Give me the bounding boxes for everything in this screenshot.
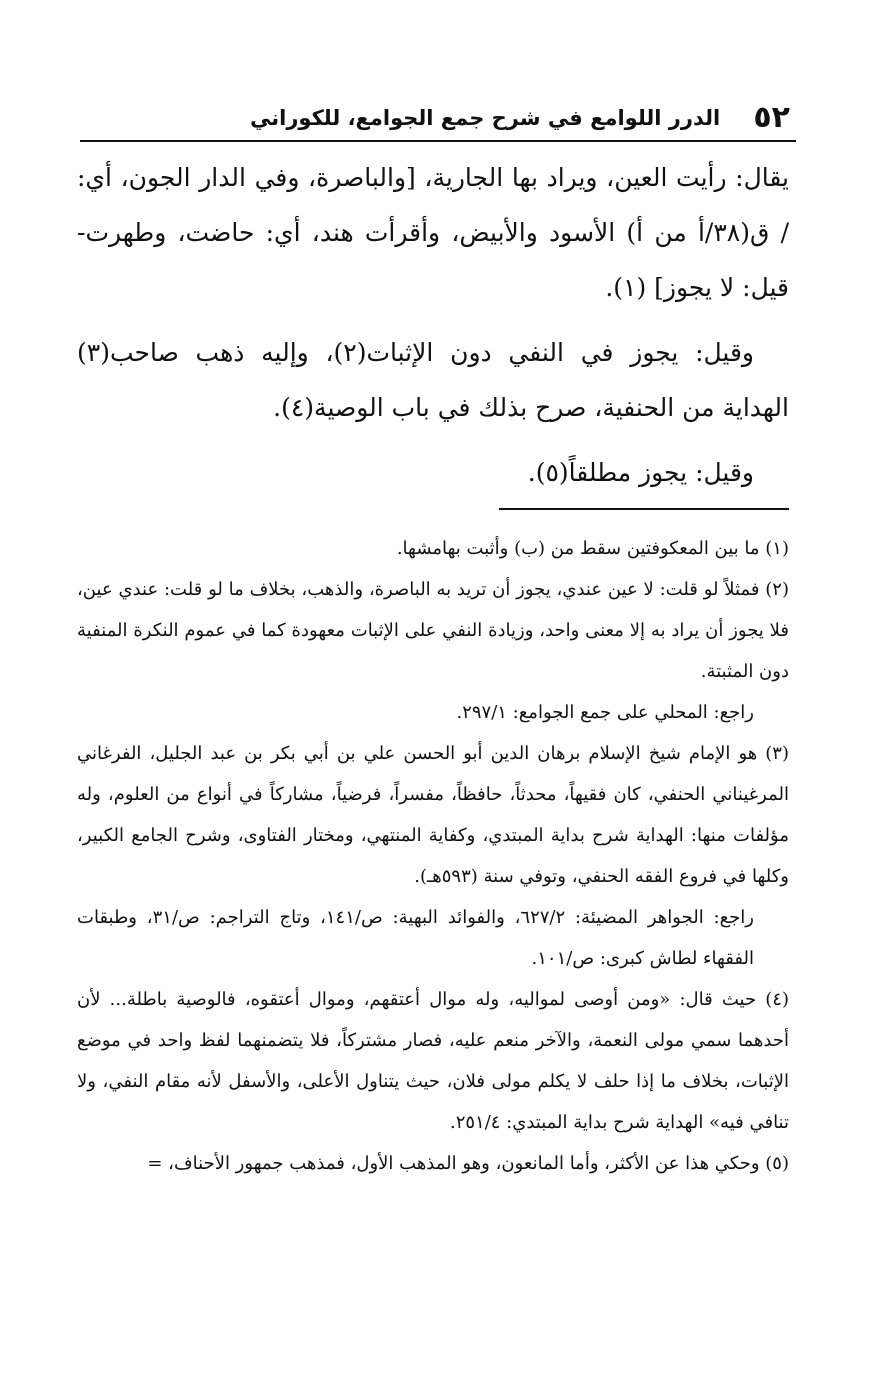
main-paragraph-3: وقيل: يجوز مطلقاً(٥). — [527, 458, 754, 487]
page-header — [80, 92, 796, 142]
footnote-4: (٤) حيث قال: «ومن أوصى لمواليه، وله موال أعتقهم، وموال أعتقوه، فالوصية باطلة... لأن أحدهما سمي مولى النعمة، والآخر منعم عليه، فصار مشتركاً، فلا يتضمنهما لفظ واحد في موضع الإثبات، بخلاف ما إذا حلف لا يكلم مولى فلان، حيث يتناول الأعلى، والأسفل لأنه مقام النفي، ولا تنافي فيه» الهداية شرح بداية المبتدي: ٢٥١/٤. — [77, 989, 789, 1133]
footnote-separator — [499, 508, 789, 510]
footnote-2-reference: راجع: المحلي على جمع الجوامع: ٢٩٧/١. — [456, 702, 754, 723]
main-text — [77, 150, 789, 510]
footnote-3-reference: راجع: الجواهر المضيئة: ٦٢٧/٢، والفوائد البهية: ص/١٤١، وتاج التراجم: ص/٣١، وطبقات الفقهاء لطاش كبرى: ص/١٠١. — [77, 907, 754, 969]
footnotes — [77, 528, 789, 1184]
footnote-5: (٥) وحكي هذا عن الأكثر، وأما المانعون، وهو المذهب الأول، فمذهب جمهور الأحناف، = — [147, 1153, 789, 1174]
main-paragraph-2: وقيل: يجوز في النفي دون الإثبات(٢)، وإليه ذهب صاحب(٣) الهداية من الحنفية، صرح بذلك في باب الوصية(٤). — [77, 338, 789, 422]
footnote-1: (١) ما بين المعكوفتين سقط من (ب) وأثبت بهامشها. — [396, 538, 789, 559]
main-paragraph-1: يقال: رأيت العين، ويراد بها الجارية، [والباصرة، وفي الدار الجون، أي: / ق(٣٨/أ من أ) الأسود والأبيض، وأقرأت هند، أي: حاضت، وطهرت- قيل: لا يجوز] (١). — [77, 163, 789, 302]
page-number: ٥٢ — [753, 100, 790, 135]
footnote-2: (٢) فمثلاً لو قلت: لا عين عندي، يجوز أن تريد به الباصرة، والذهب، بخلاف ما لو قلت: عندي عين، فلا يجوز أن يراد به إلا معنى واحد، وزيادة النفي على الإثبات معهودة كما في عموم النكرة المنفية دون المثبتة. — [77, 579, 789, 682]
footnote-3: (٣) هو الإمام شيخ الإسلام برهان الدين أبو الحسن علي بن أبي بكر بن عبد الجليل، الفرغاني المرغيناني الحنفي، كان فقيهاً، محدثاً، حافظاً، مفسراً، فرضياً، مشاركاً في أنواع من العلوم، وله مؤلفات منها: الهداية شرح بداية المبتدي، وكفاية المنتهي، ومختار الفتاوى، وشرح الجامع الكبير، وكلها في فروع الفقه الحنفي، وتوفي سنة (٥٩٣هـ). — [77, 743, 789, 887]
running-title: الدرر اللوامع في شرح جمع الجوامع، للكوراني — [250, 106, 721, 130]
